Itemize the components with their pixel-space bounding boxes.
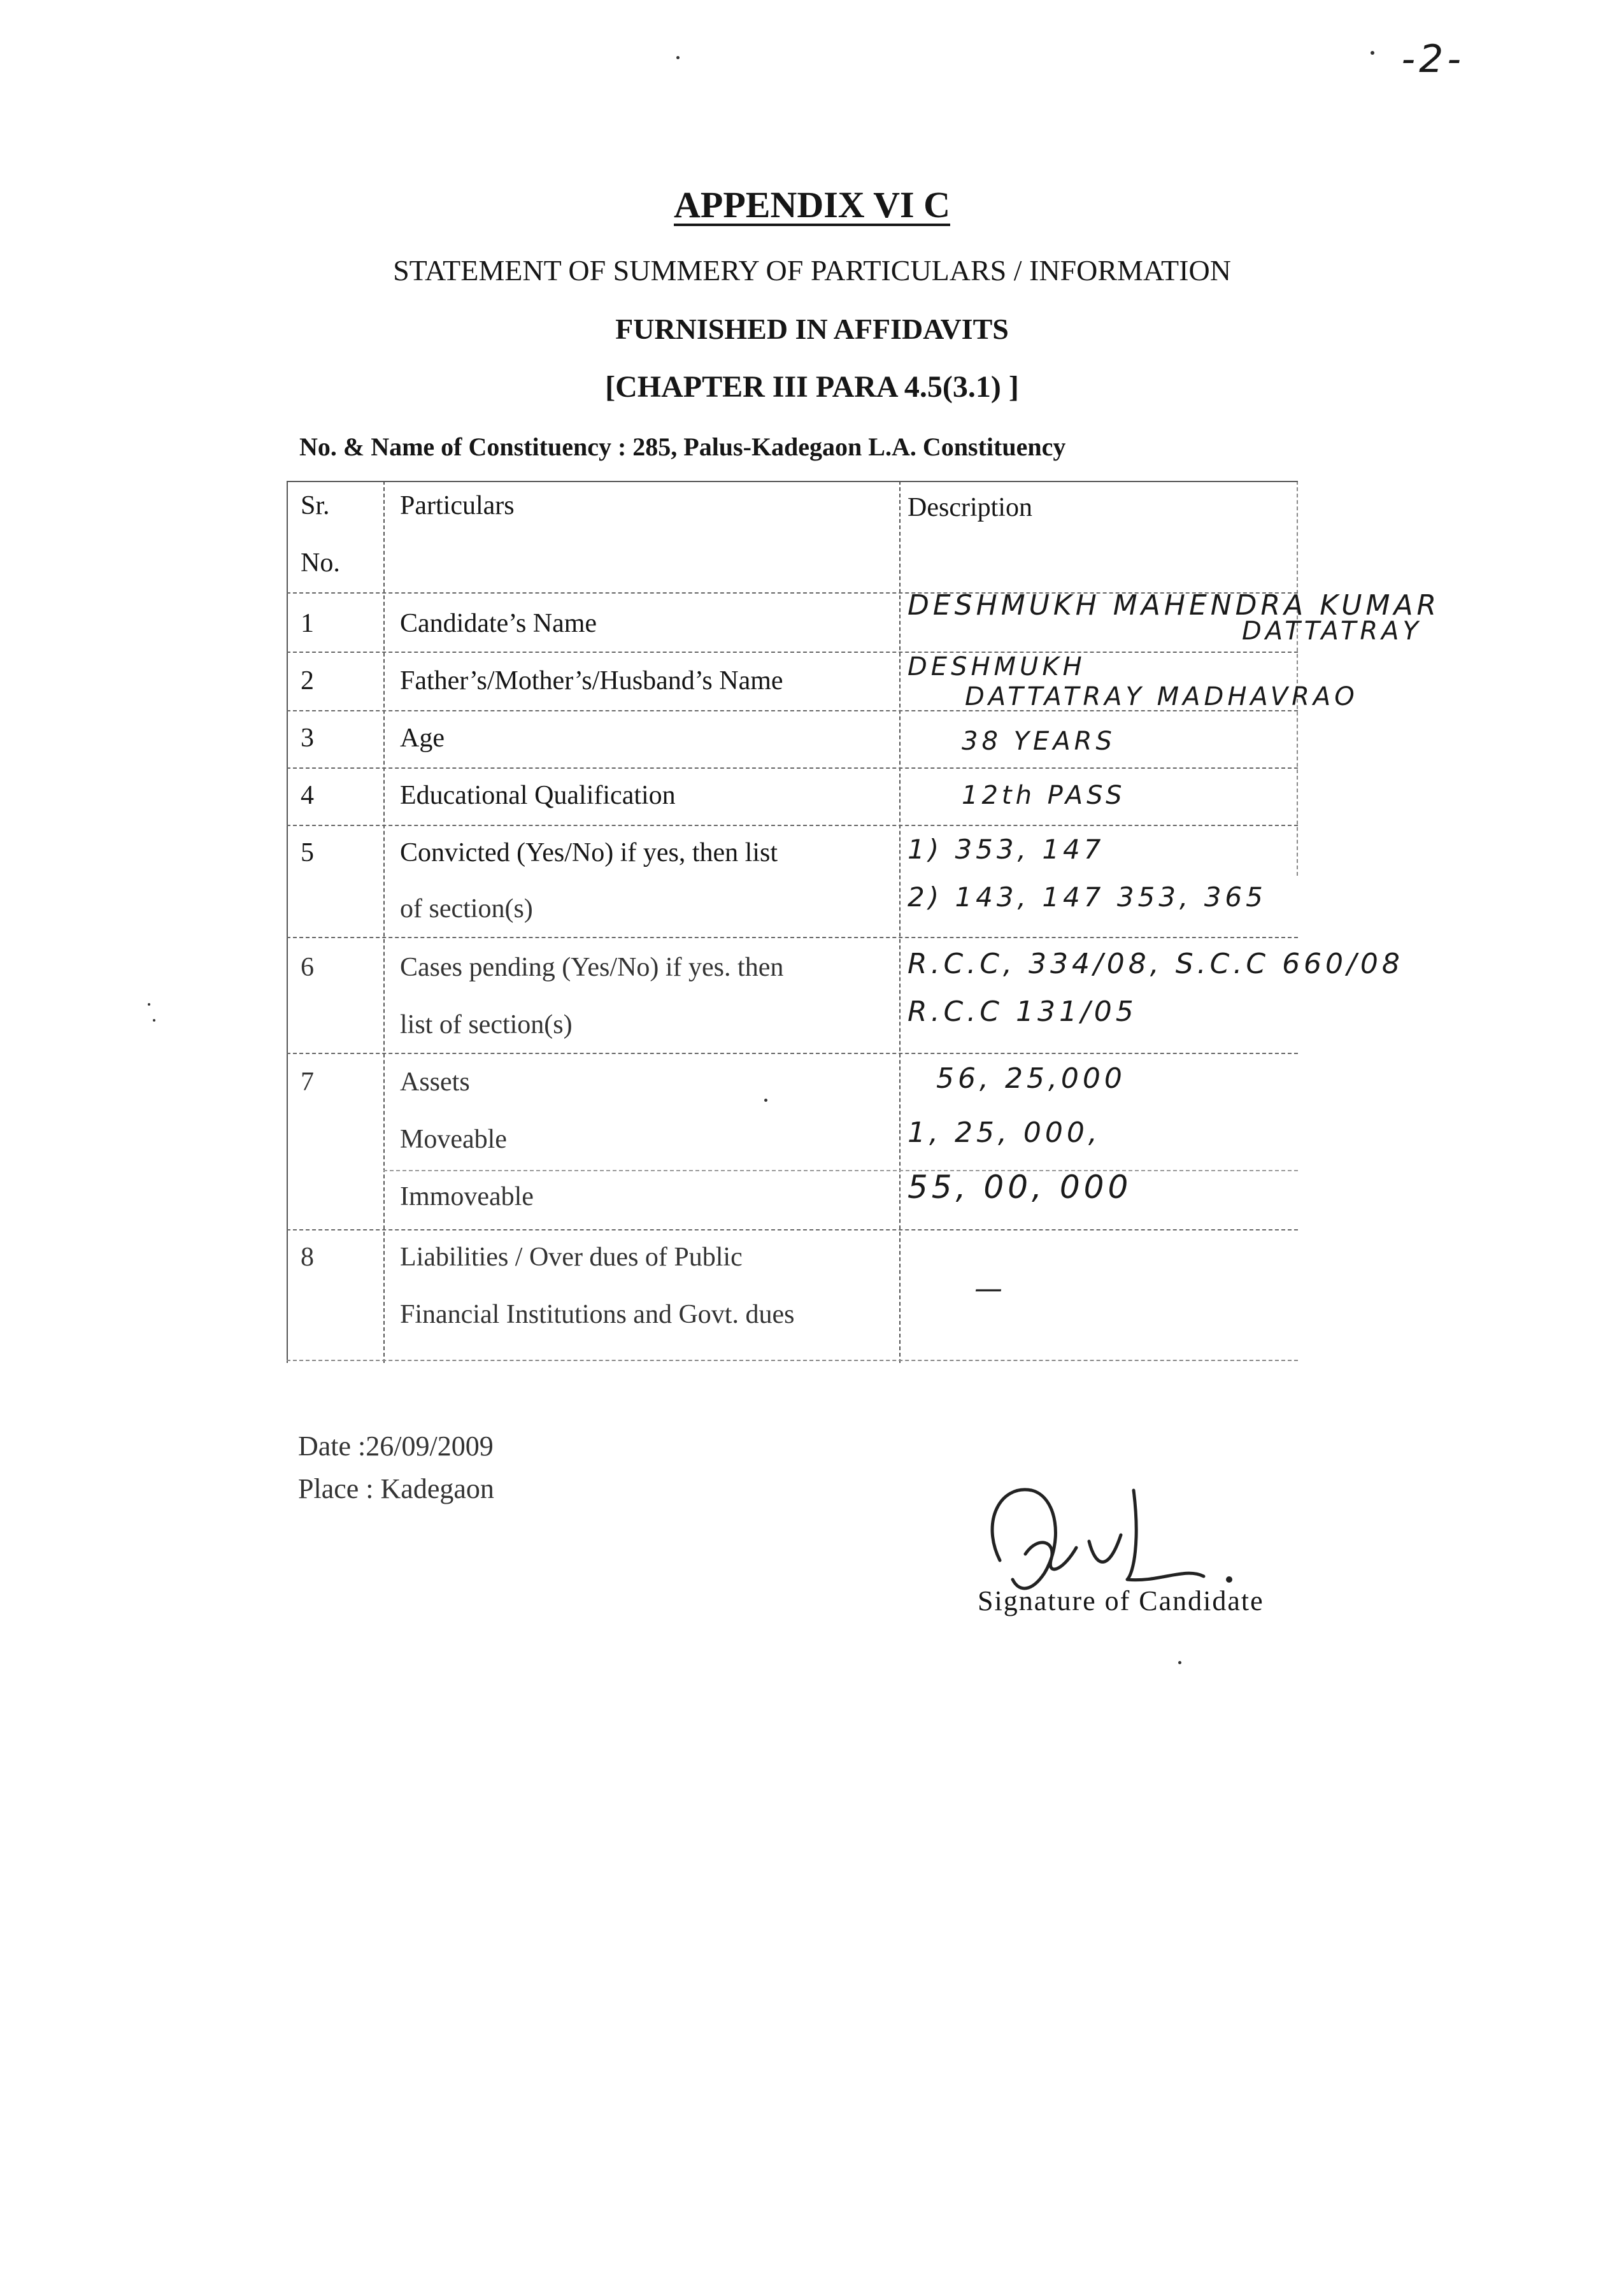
row-3-particular: Age — [400, 724, 445, 753]
appendix-title-text: APPENDIX VI C — [674, 184, 950, 225]
row-7-value: 56, 25,000 — [936, 1062, 1126, 1095]
furnished-title: FURNISHED IN AFFIDAVITS — [615, 313, 1009, 345]
particulars-table — [287, 481, 1441, 1363]
table-rule — [287, 767, 1298, 769]
table-divider-sr — [383, 481, 386, 1363]
row-6-sr: 6 — [301, 953, 314, 982]
row-1-value: DESHMUKH MAHENDRA KUMAR — [908, 589, 1441, 622]
row-8-particular: Liabilities / Over dues of Public — [400, 1243, 743, 1272]
row-4-sr: 4 — [301, 781, 314, 810]
page-number: -2- — [1401, 37, 1465, 82]
row-6-particular-2: list of section(s) — [400, 1010, 573, 1039]
table-rule — [287, 825, 1298, 826]
header-particulars: Particulars — [400, 491, 515, 520]
table-divider-desc — [899, 481, 902, 1363]
row-1-sr: 1 — [301, 609, 314, 638]
header-sr-no: No. — [301, 548, 340, 578]
row-2-particular: Father’s/Mother’s/Husband’s Name — [400, 666, 783, 695]
row-7-value-3: 55, 00, 000 — [908, 1169, 1132, 1206]
row-2-value: DESHMUKH — [908, 652, 1086, 681]
table-rule — [287, 1053, 1298, 1054]
row-6-particular: Cases pending (Yes/No) if yes. then — [400, 953, 784, 982]
chapter-reference: [CHAPTER III PARA 4.5(3.1) ] — [605, 370, 1019, 404]
footer-date: Date :26/09/2009 — [298, 1430, 494, 1462]
row-8-value: — — [974, 1273, 1006, 1305]
row-5-value: 1) 353, 147 — [908, 834, 1105, 865]
table-border-right — [1297, 481, 1299, 876]
appendix-title — [0, 183, 1624, 226]
row-5-sr: 5 — [301, 838, 314, 867]
row-6-value: R.C.C, 334/08, S.C.C 660/08 — [908, 948, 1404, 980]
row-5-value-2: 2) 143, 147 353, 365 — [908, 881, 1267, 913]
row-7-sr: 7 — [301, 1067, 314, 1097]
constituency-line: No. & Name of Constituency : 285, Palus-Kadegaon L.A. Constituency — [299, 432, 1066, 461]
row-5-particular-2: of section(s) — [400, 894, 533, 923]
row-1-particular: Candidate’s Name — [400, 609, 597, 638]
row-8-particular-2: Financial Institutions and Govt. dues — [400, 1300, 795, 1329]
signature-label: Signature of Candidate — [978, 1585, 1264, 1616]
row-3-sr: 3 — [301, 724, 314, 753]
row-1-value-2: DATTATRAY — [1242, 617, 1422, 646]
row-4-value: 12th PASS — [962, 781, 1126, 810]
header-sr: Sr. — [301, 491, 330, 520]
statement-title: STATEMENT OF SUMMERY OF PARTICULARS / INFORMATION — [393, 254, 1231, 287]
row-5-particular: Convicted (Yes/No) if yes, then list — [400, 838, 778, 867]
header-description: Description — [908, 493, 1032, 522]
row-3-value: 38 YEARS — [962, 727, 1116, 756]
row-7-particular: Assets — [400, 1067, 470, 1097]
footer-place: Place : Kadegaon — [298, 1473, 494, 1504]
row-8-sr: 8 — [301, 1243, 314, 1272]
table-border-left — [287, 481, 289, 1363]
row-7-particular-3: Immoveable — [400, 1182, 534, 1211]
table-rule-top — [287, 481, 1298, 482]
table-rule — [383, 1170, 1298, 1171]
row-7-particular-2: Moveable — [400, 1125, 507, 1154]
table-rule — [287, 937, 1298, 938]
row-6-value-2: R.C.C 131/05 — [908, 995, 1137, 1028]
table-rule-bottom — [287, 1360, 1298, 1361]
row-2-value-2: DATTATRAY MADHAVRAO — [965, 682, 1358, 711]
row-4-particular: Educational Qualification — [400, 781, 676, 810]
table-rule — [287, 652, 1298, 653]
row-7-value-2: 1, 25, 000, — [908, 1116, 1101, 1149]
table-rule — [287, 1229, 1298, 1230]
row-2-sr: 2 — [301, 666, 314, 695]
